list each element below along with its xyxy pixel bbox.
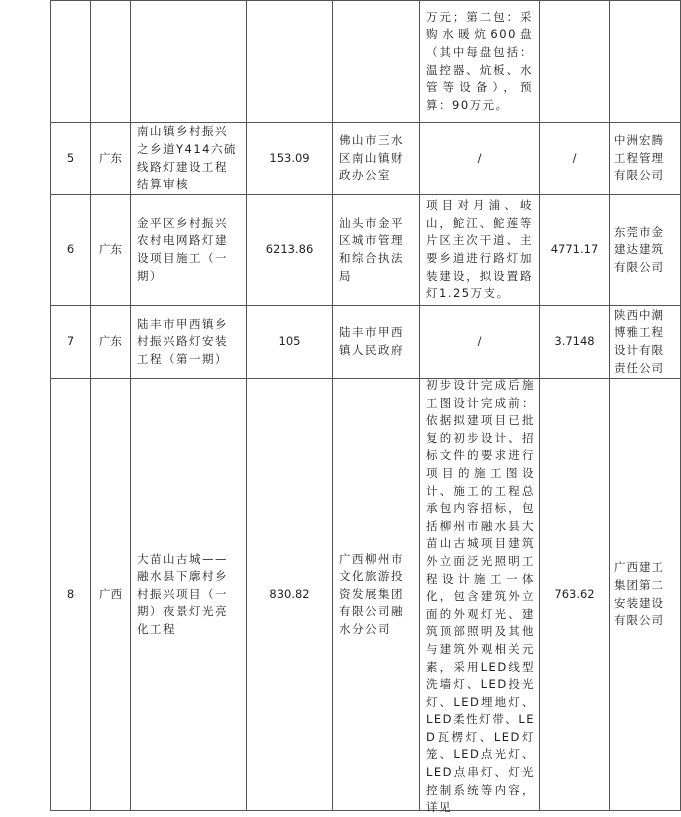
province-cell <box>91 1 131 123</box>
budget-amount-cell: 830.82 <box>247 379 333 811</box>
project-content-cell: 初步设计完成后施工图设计完成前：依据拟建项目已批复的初步设计、招标文件的要求进行项目的施工图设计、施工的工程总承包内容招标，包括柳州市融水县大苗山古城项目建筑外立面泛光照明工程设计施工一体化，包含建筑外立面的外观灯光、建筑顶部照明及其他与建筑外观相关元素，采用LED线型洗墙灯、LED投光灯、LED埋地灯、LED柔性灯带、LED瓦楞灯、LED灯笼、LED点光灯、LED点串灯、灯光控制系统等内容，详见 <box>420 379 540 811</box>
winning-price-cell: 3.7148 <box>540 306 610 379</box>
province-cell: 广东 <box>91 195 131 306</box>
project-name-cell: 金平区乡村振兴农村电网路灯建设项目施工（一期） <box>131 195 247 306</box>
purchaser-cell: 佛山市三水区南山镇财政办公室 <box>333 123 420 195</box>
row-number-cell: 8 <box>51 379 91 811</box>
project-name-cell: 南山镇乡村振兴之乡道Y414六硫线路灯建设工程结算审核 <box>131 123 247 195</box>
budget-amount-cell: 153.09 <box>247 123 333 195</box>
winning-company-cell: 广西建工集团第二安装建设有限公司 <box>610 379 681 811</box>
purchaser-cell: 广西柳州市文化旅游投资发展集团有限公司融水分公司 <box>333 379 420 811</box>
winning-price-cell <box>540 1 610 123</box>
project-name-cell: 陆丰市甲西镇乡村振兴路灯安装工程（第一期） <box>131 306 247 379</box>
purchaser-cell <box>333 1 420 123</box>
winning-company-cell: 中洲宏腾工程管理有限公司 <box>610 123 681 195</box>
project-content-cell: 项目对月浦、岐山，鮀江、鮀莲等片区主次干道、主要乡道进行路灯加装建设，拟设置路灯1.25万支。 <box>420 195 540 306</box>
purchaser-cell: 汕头市金平区城市管理和综合执法局 <box>333 195 420 306</box>
row-number-cell: 6 <box>51 195 91 306</box>
winning-price-cell: 4771.17 <box>540 195 610 306</box>
budget-amount-cell: 105 <box>247 306 333 379</box>
table-row <box>51 195 681 306</box>
province-cell: 广东 <box>91 306 131 379</box>
procurement-table <box>50 0 681 815</box>
winning-price-cell: / <box>540 123 610 195</box>
province-cell: 广东 <box>91 123 131 195</box>
project-name-cell: 大苗山古城——融水县下廓村乡村振兴项目（一期）夜景灯光亮化工程 <box>131 379 247 811</box>
winning-price-cell: 763.62 <box>540 379 610 811</box>
row-number-cell <box>51 1 91 123</box>
project-name-cell <box>131 1 247 123</box>
budget-amount-cell <box>247 1 333 123</box>
table-row <box>51 306 681 379</box>
budget-amount-cell: 6213.86 <box>247 195 333 306</box>
project-content-cell: / <box>420 123 540 195</box>
table-row <box>51 379 681 811</box>
row-number-cell: 7 <box>51 306 91 379</box>
project-content-cell: 万元；第二包：采购水暖炕600盘（其中每盘包括：温控器、炕板、水管等设备），预算：90万元。 <box>420 1 540 123</box>
purchaser-cell: 陆丰市甲西镇人民政府 <box>333 306 420 379</box>
winning-company-cell: 东莞市金建达建筑有限公司 <box>610 195 681 306</box>
row-number-cell: 5 <box>51 123 91 195</box>
table-row <box>51 1 681 123</box>
winning-company-cell <box>610 1 681 123</box>
winning-company-cell: 陕西中潮博雅工程设计有限责任公司 <box>610 306 681 379</box>
table-row <box>51 123 681 195</box>
project-content-cell: / <box>420 306 540 379</box>
province-cell: 广西 <box>91 379 131 811</box>
